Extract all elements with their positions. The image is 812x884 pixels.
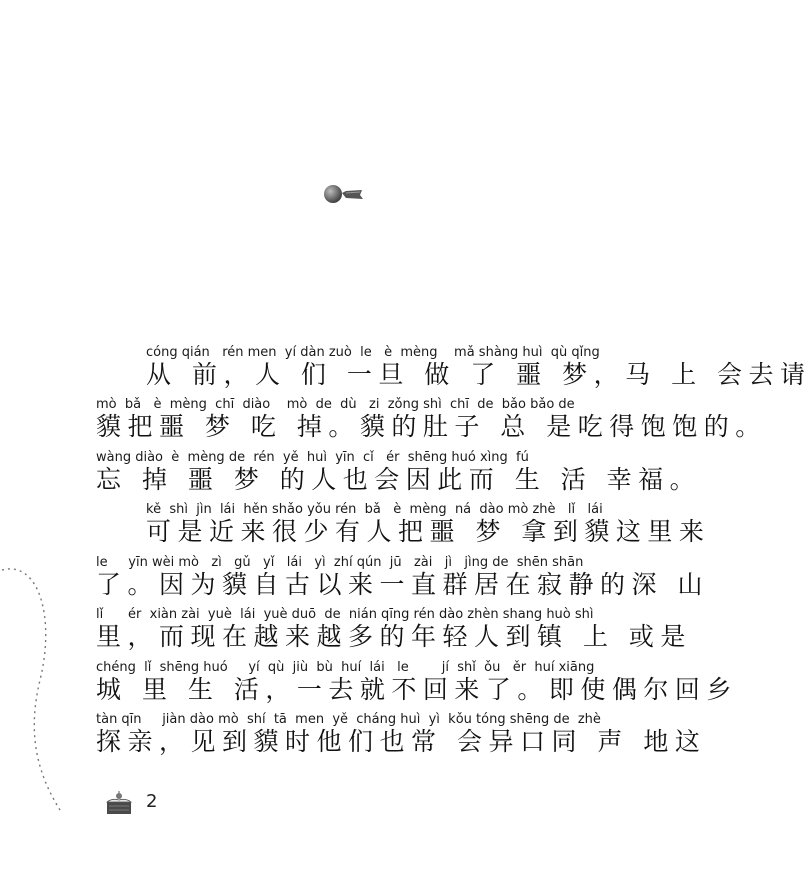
pinyin-line: kě shì jìn lái hěn shǎo yǒu rén bǎ è mèng ná dào mò zhè lǐ lái [146, 502, 603, 517]
pinyin-line: cóng qián rén men yí dàn zuò le è mèng mǎ shàng huì qù qǐng [146, 345, 600, 360]
pinyin-line: tàn qīn jiàn dào mò shí tā men yě cháng huì yì kǒu tóng shēng de zhè [96, 712, 601, 727]
pinyin-line: chéng lǐ shēng huó yí qù jiù bù huí lái le jí shǐ ǒu ěr huí xiāng [96, 660, 595, 675]
hanzi-line: 里，而现在越来越多的年轻人到镇 上 或是 [96, 622, 692, 651]
pinyin-line: le yīn wèi mò zì gǔ yǐ lái yì zhí qún jū zài jì jìng de shēn shān [96, 555, 584, 570]
hanzi-line: 探亲，见到貘时他们也常 会异口同 声 地这 [96, 727, 707, 756]
hanzi-line: 了。因为貘自古以来一直群居在寂静的深 山 [96, 570, 709, 599]
hanzi-line: 城 里 生 活，一去就不回来了。即使偶尔回乡 [96, 675, 738, 704]
pinyin-line: mò bǎ è mèng chī diào mò de dù zi zǒng shì chī de bǎo bǎo de [96, 397, 575, 412]
hanzi-line: 从 前，人 们 一旦 做 了 噩 梦，马 上 会去请 [146, 360, 812, 389]
hanzi-line: 貘把噩 梦 吃 掉。貘的肚子 总 是吃得饱饱的。 [96, 412, 767, 441]
page-number: 2 [146, 791, 158, 812]
hanzi-line: 可是近来很少有人把噩 梦 拿到貘这里来 [146, 517, 711, 546]
hanzi-line: 忘 掉 噩 梦 的人也会因此而 生 活 幸福。 [96, 465, 702, 494]
pinyin-line: wàng diào è mèng de rén yě huì yīn cǐ ér shēng huó xìng fú [96, 450, 529, 465]
pinyin-line: lǐ ér xiàn zài yuè lái yuè duō de nián qīng rén dào zhèn shang huò shì [96, 607, 594, 622]
cake-icon [104, 790, 134, 816]
